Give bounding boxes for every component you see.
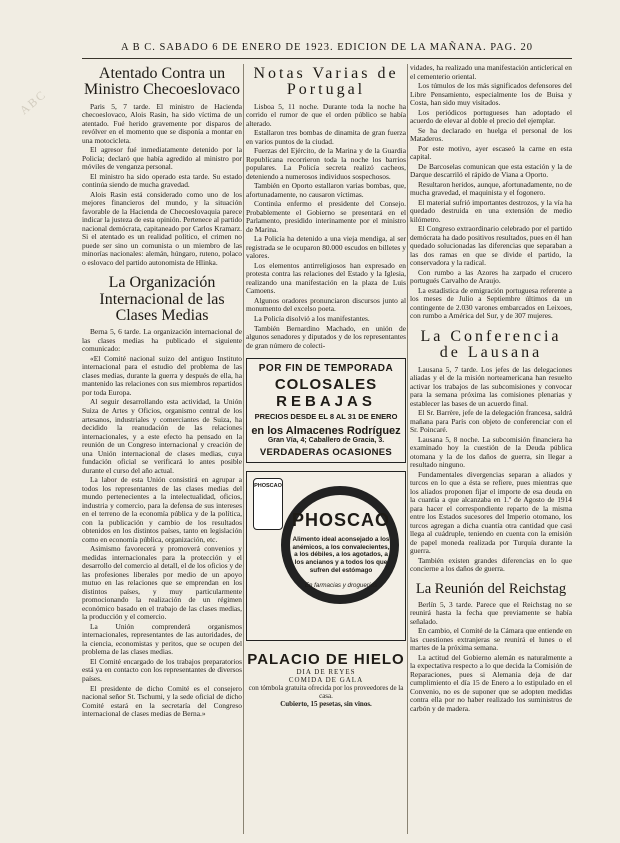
article-paragraph: Con rumbo a las Azores ha zarpado el crucero portugués Carvalho de Araujo. bbox=[410, 267, 572, 286]
article-title: La Conferencia de Lausana bbox=[420, 327, 562, 362]
phoscao-can-icon: PHOSCAO bbox=[253, 478, 283, 530]
article-paragraph: Los periódicos portugueses han adoptado el acuerdo de elevar al doble el precio del ejemplar. bbox=[410, 107, 572, 126]
article-paragraph: El ministro ha sido operado esta tarde. Su estado continúa siendo de mucha gravedad. bbox=[82, 171, 242, 190]
article-paragraph: vidades, ha realizado una manifestación anticlerical en el cementerio oriental. bbox=[410, 64, 572, 81]
watermark: ABC bbox=[16, 86, 50, 118]
article-paragraph: La Policía ha detenido a una vieja mendiga, al ser registrada se le ocuparon 80.000 escudos en billetes y valores. bbox=[246, 234, 406, 261]
column-divider bbox=[407, 64, 408, 834]
article-paragraph: También Bernardino Machado, en unión de algunos senadores y diputados y de los representantes de gran número de colecti- bbox=[246, 323, 406, 350]
column-1 bbox=[82, 64, 242, 839]
column-2 bbox=[246, 64, 406, 839]
ad-line: PALACIO DE HIELO bbox=[247, 651, 405, 669]
article-paragraph: Los túmulos de los más significados defensores del Libre Pensamiento, especialmente los de Buisa y Costa, han sido muy visitados. bbox=[410, 81, 572, 108]
ad-brand: PHOSCAO bbox=[291, 510, 390, 531]
article-paragraph: Al seguir desarrollando esta actividad, la Unión Suiza de Artes y Oficios, organismo central de los artesanos, industriales y comerciantes de Suiza, ha decidido la reanudación de las relaciones internacionales, y a este efecto ha pensado en la reunión de un Congreso internacional y creación de una Unión internacional de clases medias, cuya fundación oficial se verificará lo antes posible durante el curso del año actual. bbox=[82, 397, 242, 475]
ad-line: COLOSALES bbox=[274, 376, 378, 394]
ad-line: POR FIN DE TEMPORADA bbox=[258, 363, 394, 375]
article-paragraph: Estallaron tres bombas de dinamita de gran fuerza en varios puntos de la ciudad. bbox=[246, 128, 406, 146]
ad-availability: En farmacias y droguerías bbox=[304, 582, 378, 590]
ad-line: PRECIOS DESDE EL 8 AL 31 DE ENERO bbox=[254, 412, 398, 422]
article-title: Atentado Contra un Ministro Checoeslovaco bbox=[84, 65, 240, 99]
article-paragraph: Lisboa 5, 11 noche. Durante toda la noche ha corrido el rumor de que el orden público se había alterado. bbox=[246, 101, 406, 128]
ad-line: en los Almacenes Rodríguez bbox=[251, 425, 401, 438]
article-paragraph: La Policía disolvió a los manifestantes. bbox=[254, 314, 370, 323]
article-paragraph: Se ha declarado en huelga el personal de los Mataderos. bbox=[410, 125, 572, 144]
article-paragraph: Los elementos antirreligiosos han expresado en protesta contra las relaciones del Estado y la Iglesia, realizando una manifestación en la plaza de Luis Camoens. bbox=[246, 260, 406, 296]
ad-phoscao bbox=[246, 471, 406, 641]
article-paragraph: Fuerzas del Ejército, de la Marina y de la Guardia Republicana recorrieron toda la noche los barrios populares. La Policía secreta realizó cacheos, deteniendo a numerosos individuos sospechosos. bbox=[246, 146, 406, 181]
article-paragraph: El Comité encargado de los trabajos preparatorios está ya en contacto con los representantes de diversos países. bbox=[82, 656, 242, 683]
article-paragraph: También existen grandes diferencias en lo que concierne a los daños de guerra. bbox=[410, 555, 572, 574]
column-3 bbox=[410, 64, 572, 839]
article-paragraph: Resultaron heridos, aunque, afortunadamente, no de mucha gravedad, el maquinista y el fogonero. bbox=[410, 179, 572, 198]
article-paragraph: «El Comité nacional suizo del antiguo Instituto internacional para el estudio del problema de las clases medias, durante la guerra y después de ella, ha mantenido las relaciones con sus miembros repartidos por toda Europa. bbox=[82, 353, 242, 397]
article-paragraph: La labor de esta Unión consistirá en agrupar a todos los representantes de las clases medias del mundo pertenecientes a la intelectualidad, oficios, industria y comercio, para la defensa de sus intereses en el terreno de la economía pública y de la política, con la publicación y cambio de los resultados obtenidos en los distintos países, tanto en legislación como en economía pública, organización, etc. bbox=[82, 475, 242, 544]
column-divider bbox=[243, 64, 244, 834]
article-paragraph: El presidente de dicho Comité es el consejero nacional señor St. Tschumi, y la sede oficial de dicho Comité estará en la secretaría del Congreso internacional de clases medias de Berna.» bbox=[82, 683, 242, 719]
ad-line: VERDADERAS OCASIONES bbox=[259, 447, 393, 459]
article-paragraph: La estadística de emigración portuguesa referente a los meses de Julio a Septiembre últimos da un contingente de 2.030 varones embarcados en Leixoes, con rumbo a América del Sur, y de 307 mujeres. bbox=[410, 285, 572, 321]
article-paragraph: Algunos oradores pronunciaron discursos junto al monumento del excelso poeta. bbox=[246, 295, 406, 314]
ad-line: Cubierto, 15 pesetas, sin vinos. bbox=[280, 700, 372, 709]
article-paragraph: De Barcoselas comunican que esta estación y la de Darque descarriló el rápido de Viana a Oporto. bbox=[410, 161, 572, 180]
article-paragraph: Berna 5, 6 tarde. La organización internacional de las clases medias ha publicado el siguiente comunicado: bbox=[82, 327, 242, 354]
article-title: Notas Varias de Portugal bbox=[253, 65, 399, 99]
ad-line: con tómbola gratuita ofrecida por los proveedores de la casa. bbox=[248, 684, 404, 701]
article-paragraph: El material sufrió importantes destrozos, y la vía ha quedado destruida en una extensión de medio kilómetro. bbox=[410, 197, 572, 224]
ad-palacio-de-hielo bbox=[246, 649, 406, 710]
page-header: A B C. SABADO 6 DE ENERO DE 1923. EDICION DE LA MAÑANA. PAG. 20 bbox=[120, 42, 534, 53]
article-paragraph: Por este motivo, ayer escaseó la carne en esta capital. bbox=[410, 143, 572, 162]
article-paragraph: En cambio, el Comité de la Cámara que entiende en las cuestiones extranjeras se reunirá el lunes o el martes de la próxima semana. bbox=[410, 626, 572, 653]
article-title: La Organización Internacional de las Clases Medias bbox=[99, 274, 225, 325]
article-paragraph: Berlín 5, 3 tarde. Parece que el Reichstag no se reunirá hasta la fecha que previamente se había señalado. bbox=[410, 599, 572, 626]
ad-description: Alimento ideal aconsejado a los anémicos, a los convalecientes, a los débiles, a los agotados, a los ancianos y a todos los que sufren del estómago bbox=[292, 536, 390, 574]
article-paragraph: Continúa enfermo el presidente del Consejo. Probablemente el Gobierno se presentará en el Parlamento, presidido interinamente por el ministro de Marina. bbox=[246, 199, 406, 234]
article-paragraph: Lausana 5, 8 noche. La subcomisión financiera ha examinado hoy la cuestión de la Deuda pública otomana y la de los daños de guerra, sin llegar a resultado ninguno. bbox=[410, 434, 572, 470]
article-paragraph: Alois Rasin está considerado como uno de los mejores financieros del mundo, y la situación favorable de la Hacienda de Checoeslovaquia parece indicar la justeza de esta opinión. Pertenece al partido nacional demócrata, capitaneado por Carlos Kramarz. Si el atentado es un realidad político, el crimen no puede ser sino un comunista o un miembro de las minorías nacionales: alemán, húngaro, ruteno, polaco o eslovaco del partido autonomista de Hlinka. bbox=[82, 189, 242, 267]
ad-line: COMIDA DE GALA bbox=[288, 676, 364, 685]
article-paragraph: El agresor fué inmediatamente detenido por la Policía; declaró que había agredido al ministro por móviles de venganza personal. bbox=[82, 145, 242, 172]
article-paragraph: El Congreso extraordinario celebrado por el partido demócrata ha dado positivos resultados, pues en él han quedado solucionadas las diferencias que separaban a las dos ramas en que se divide el partido, la conservadora y la radical. bbox=[410, 224, 572, 268]
article-paragraph: La Unión comprenderá organismos internacionales, representantes de las autoridades, de la ciencia, economistas y peritos, que se ocupen del problema de las clases medias. bbox=[82, 621, 242, 657]
article-paragraph: Fundamentales divergencias separan a aliados y turcos en lo que a ésta se refiere, pues mientras que los aliados proponen fijar el importe de esa deuda en la cuantía a que alcanzaba en 1.º de Agosto de 1914 para hacer el correspondiente reparto de la misma entre los Estados sucesores del Imperio otomano, los turcos agregan a dicha cuantía otra cantidad que casi llega al cuádruple, teniendo en cuenta con la emisión de papel moneda realizada por Turquía durante la guerra. bbox=[410, 469, 572, 556]
header-rule bbox=[82, 58, 572, 59]
article-paragraph: También en Oporto estallaron varias bombas, que, afortunadamente, no causaron víctimas. bbox=[246, 181, 406, 199]
article-title: La Reunión del Reichstag bbox=[415, 580, 567, 597]
article-paragraph: Asimismo favorecerá y promoverá convenios y medidas internacionales para la protección y el desarrollo del comercio al detall, el de los oficios y de las profesiones liberales por medio de un apoyo mutuo en las relaciones que se emprendan en los distintos países, y muy particularmente promocionando la realización de un régimen económico basado en el trabajo de las clases medias, la producción y el comercio. bbox=[82, 544, 242, 622]
article-paragraph: El Sr. Barrère, jefe de la delegación francesa, saldrá mañana para París con objeto de conferenciar con el Sr. Poincaré. bbox=[410, 408, 572, 435]
article-paragraph: La actitud del Gobierno alemán es naturalmente a la expectativa respecto a lo que decida la Comisión de Reparaciones, pues si Alemania deja de dar cumplimiento el día 15 de Enero a lo estipulado en el Convenio, no es de suponer que se adopten medidas contra ella por no haber realizado los suministros de carbón y de madera. bbox=[410, 652, 572, 713]
article-paragraph: Lausana 5, 7 tarde. Los jefes de las delegaciones aliadas y el de la misión norteamericana han resuelto activar los trabajos de las subcomisiones y convocar para la semana próxima las comisiones plenarias y establecer las bases de un acuerdo final. bbox=[410, 364, 572, 408]
ad-line: REBAJAS bbox=[276, 393, 376, 411]
article-paragraph: Paris 5, 7 tarde. El ministro de Hacienda checoeslovaco, Alois Rasin, ha sido víctima de un atentado. Fué herido gravemente por disparos de revólver en el momento que se disponía a montar en una motocicleta. bbox=[82, 101, 242, 145]
ad-line: DIA DE REYES bbox=[296, 668, 356, 677]
ad-almacenes-rodriguez bbox=[246, 358, 406, 463]
ad-line: Gran Vía, 4; Caballero de Gracia, 3. bbox=[267, 437, 385, 445]
